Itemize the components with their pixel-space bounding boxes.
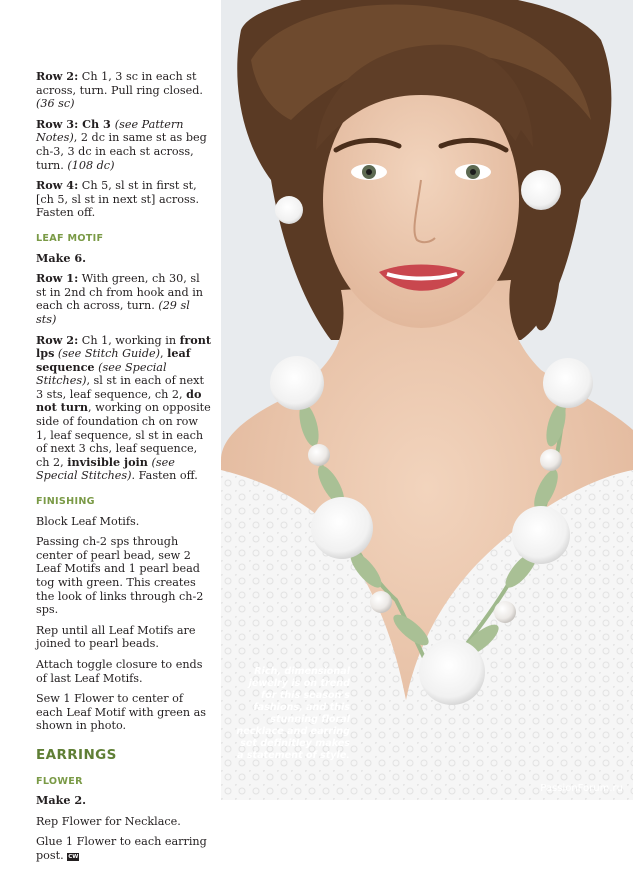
leaf-make-count: Make 6. xyxy=(36,250,87,265)
finishing-step: Rep until all Leaf Motifs are joined to pearl beads. xyxy=(36,623,196,651)
leaf-motif-heading: LEAF MOTIF xyxy=(36,232,104,244)
leaf-row-2-instruction: Row 2: Ch 1, working in front lps (see Stitch Guide), leaf sequence (see Special Stitches), sl st in each of next 3 sts, leaf sequence, ch 2, do not turn, working on opposite side of foundation ch on row 1, leaf sequence, sl st in each of next 3 chs, leaf sequence, ch 2, invisible join (see Special Stitches). Fasten off. xyxy=(36,332,212,483)
row-4-instruction: Row 4: Ch 5, sl st in first st, [ch 5, sl st in next st] across. Fasten off. xyxy=(36,178,200,220)
finishing-step: Attach toggle closure to ends of last Leaf Motifs. xyxy=(36,657,203,685)
watermark: PassionForum.ru xyxy=(540,783,623,794)
flower-heading: FLOWER xyxy=(36,775,83,787)
earrings-heading: EARRINGS xyxy=(36,746,117,763)
finishing-step: Block Leaf Motifs. xyxy=(36,514,140,528)
finishing-heading: FINISHING xyxy=(36,496,95,508)
earring-make-count: Make 2. xyxy=(36,793,87,808)
end-mark-icon: CW xyxy=(68,853,79,860)
leaf-row-1-instruction: Row 1: With green, ch 30, sl st in 2nd ch from hook and in each ch across, turn. (29 sl sts) xyxy=(36,271,203,326)
earring-step: Glue 1 Flower to each earring post. CW xyxy=(36,835,207,862)
photo-caption: Rich, dimensional jewelry is on trend for this season's fashions, and this stunning floral necklace and earring set definitley makes a statement of style. xyxy=(236,666,350,761)
finishing-step: Sew 1 Flower to center of each Leaf Motif with green as shown in photo. xyxy=(36,692,207,733)
earring-step: Rep Flower for Necklace. xyxy=(36,814,181,828)
row-3-instruction: Row 3: Ch 3 (see Pattern Notes), 2 dc in same st as beg ch-3, 3 dc in each st across, turn. (108 dc) xyxy=(36,116,207,172)
instructions-column xyxy=(36,70,212,870)
finishing-step: Passing ch-2 sps through center of pearl bead, sew 2 Leaf Motifs and 1 pearl bead tog with green. This creates the look of links through ch-2 sps. xyxy=(36,535,204,617)
row-2-instruction: Row 2: Ch 1, 3 sc in each st across, turn. Pull ring closed. (36 sc) xyxy=(36,69,203,111)
